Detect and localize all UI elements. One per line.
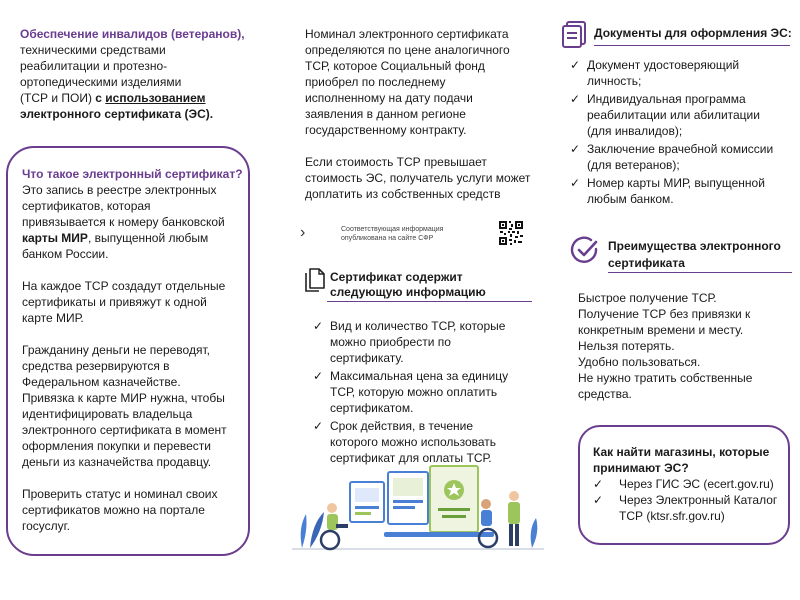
check-icon: ✓ <box>593 493 604 507</box>
text-line: Номер карты МИР, выпущенной <box>587 176 765 190</box>
text-line: карте МИР. <box>22 311 84 325</box>
text-line: Индивидуальная программа <box>587 92 746 106</box>
text-line: доплатить из собственных средств <box>305 187 501 201</box>
text-line: заявления в данном регионе <box>305 107 466 121</box>
what-is-heading: Что такое электронный сертификат? <box>22 167 243 181</box>
text-line: Проверить статус и номинал своих <box>22 487 218 501</box>
text-line: Вид и количество ТСР, которые <box>330 319 506 333</box>
list-item <box>570 57 795 89</box>
text-line: оформления покупки и перевести <box>22 439 211 453</box>
text-line: государственному контракту. <box>305 123 467 137</box>
text-line: идентифицировать владельца <box>22 407 193 421</box>
check-icon: ✓ <box>313 419 324 433</box>
certificate-heading <box>305 268 545 308</box>
text-line: Федеральном казначействе. <box>22 375 181 389</box>
check-icon: ✓ <box>570 176 581 190</box>
list-item <box>313 368 548 416</box>
text-line: Привязка к карте МИР нужна, чтобы <box>22 391 225 405</box>
text-line: Если стоимость ТСР превышает <box>305 155 487 169</box>
text-line: (для инвалидов); <box>587 124 683 138</box>
source-note-line: опубликована на сайте СФР <box>341 235 434 242</box>
documents-heading-text: Документы для оформления ЭС: <box>594 26 792 40</box>
what-is-content <box>22 166 250 550</box>
text-line: средства резервируются в <box>22 359 170 373</box>
stores-content <box>593 444 788 524</box>
text-line: На каждое ТСР создадут отдельные <box>22 279 226 293</box>
documents-heading <box>560 18 790 54</box>
text-line: (для ветеранов); <box>587 158 680 172</box>
text-line: банком России. <box>22 247 109 261</box>
nominal-block <box>305 26 545 218</box>
text-line: Максимальная цена за единицу <box>330 369 509 383</box>
heading-line: Преимущества электронного <box>608 239 781 253</box>
text-line: Быстрое получение ТСР. <box>578 291 717 305</box>
text-line: приобрел по последнему <box>305 75 446 89</box>
intro-line: реабилитации и протезно- <box>20 59 168 73</box>
text-line: ТСР, которое Социальный фонд <box>305 59 485 73</box>
text-line: сертификатов, которая <box>22 199 151 213</box>
text-line: можно приобрести по <box>330 335 451 349</box>
text-line: сертификаты и привяжут к одной <box>22 295 207 309</box>
list-item <box>313 418 548 466</box>
list-item <box>570 175 795 207</box>
text-line: госуслуг. <box>22 519 70 533</box>
text-line: стоимость ЭС, получатель услуги может <box>305 171 531 185</box>
intro-line: электронного сертификата (ЭС). <box>20 107 214 121</box>
certificate-list <box>313 318 548 468</box>
text-line: исполненному на дату подачи <box>305 91 473 105</box>
text-line: Через Электронный Каталог <box>619 493 778 507</box>
text-line: Срок действия, в течение <box>330 419 473 433</box>
check-icon: ✓ <box>570 142 581 156</box>
source-note-line: Соответствующая информация <box>341 226 444 233</box>
advantages-heading <box>570 236 795 276</box>
advantages-heading-text <box>608 238 781 272</box>
text-line: которого можно использовать <box>330 435 497 449</box>
text-line: Через ГИС ЭС (ecert.gov.ru) <box>619 477 774 491</box>
text-line: деньги из казначейства продавцу. <box>22 455 212 469</box>
text-line: Заключение врачебной комиссии <box>587 142 774 156</box>
text-line: любым банком. <box>587 192 674 206</box>
check-icon: ✓ <box>570 58 581 72</box>
list-item <box>593 492 788 524</box>
text-line: сертификатов можно на портале <box>22 503 205 517</box>
text-line: Удобно пользоваться. <box>578 355 701 369</box>
intro-line: Обеспечение инвалидов (ветеранов), <box>20 27 245 41</box>
text-line: Получение ТСР без привязки к <box>578 307 751 321</box>
intro-connector: с <box>91 91 106 105</box>
text-line: ТСР (ktsr.sfr.gov.ru) <box>619 509 725 523</box>
intro-block <box>20 26 270 122</box>
text-line: Это запись в реестре электронных <box>22 183 217 197</box>
text-line: средства. <box>578 387 632 401</box>
text-line: Документ удостоверяющий <box>587 58 740 72</box>
text-line: сертификату. <box>330 351 404 365</box>
stores-heading: принимают ЭС? <box>593 461 689 475</box>
text-line: электронного сертификата в момент <box>22 423 227 437</box>
heading-underline <box>608 272 792 273</box>
intro-line <box>20 90 270 106</box>
intro-line: ортопедическими изделиями <box>20 75 182 89</box>
heading-line: сертификата <box>608 256 685 270</box>
stores-heading: Как найти магазины, которые <box>593 445 770 459</box>
certificate-illustration <box>292 460 544 555</box>
heading-underline <box>327 301 532 302</box>
intro-abbr: (ТСР и ПОИ) <box>20 91 92 105</box>
certificate-heading-text <box>330 270 486 300</box>
text-line: сертификат для оплаты ТСР. <box>330 451 492 465</box>
document-icon <box>305 268 325 292</box>
clipboard-document-icon <box>562 20 588 48</box>
advantages-list <box>578 290 793 402</box>
source-note-row <box>300 218 540 258</box>
text-line: ТСР, которую можно оплатить <box>330 385 498 399</box>
check-icon: ✓ <box>313 319 324 333</box>
text-line: Не нужно тратить собственные <box>578 371 753 385</box>
intro-emph: использованием <box>105 91 206 105</box>
chevron-right-icon: › <box>300 224 306 241</box>
text-line <box>22 230 250 246</box>
text-line: конкретным времени и месту. <box>578 323 744 337</box>
text-line: Нельзя потерять. <box>578 339 675 353</box>
intro-line: техническими средствами <box>20 43 166 57</box>
text-fragment: , выпущенной любым <box>87 231 209 245</box>
check-icon: ✓ <box>313 369 324 383</box>
check-icon: ✓ <box>593 477 604 491</box>
mir-card-emph: карты МИР <box>22 231 88 245</box>
qr-code-icon <box>498 220 524 246</box>
check-icon: ✓ <box>570 92 581 106</box>
check-circle-icon <box>570 236 600 266</box>
list-item <box>570 91 795 139</box>
text-line: личность; <box>587 74 642 88</box>
text-line: реабилитации или абилитации <box>587 108 760 122</box>
text-line: Номинал электронного сертификата <box>305 27 509 41</box>
heading-line: следующую информацию <box>330 285 486 299</box>
list-item <box>570 141 795 173</box>
heading-line: Сертификат содержит <box>330 270 463 284</box>
text-line: сертификатом. <box>330 401 414 415</box>
source-note <box>341 225 443 243</box>
text-line: привязывается к номеру банковской <box>22 215 225 229</box>
list-item <box>313 318 548 366</box>
text-line: определяются по цене аналогичного <box>305 43 510 57</box>
documents-list <box>570 57 795 209</box>
list-item <box>593 476 788 492</box>
heading-underline <box>594 45 790 46</box>
text-line: Гражданину деньги не переводят, <box>22 343 210 357</box>
